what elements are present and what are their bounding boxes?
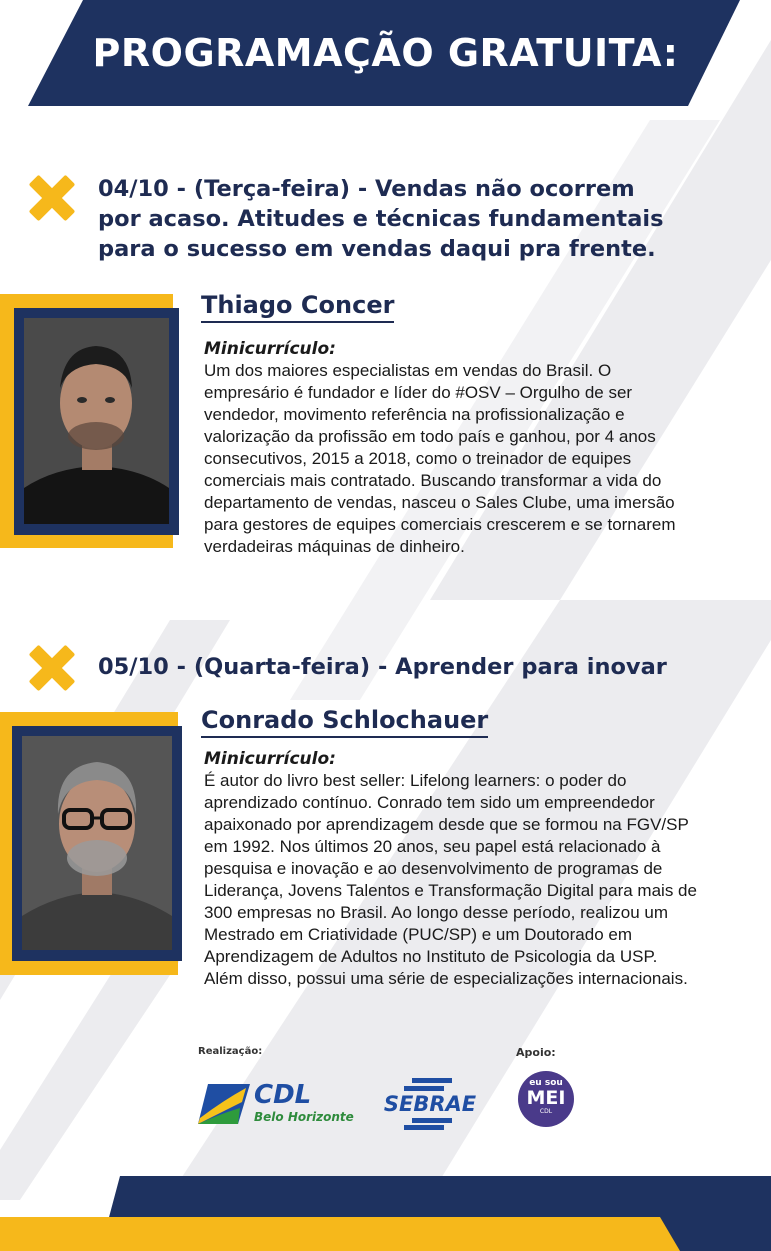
apoio-label: Apoio:	[516, 1046, 556, 1059]
page-title: PROGRAMAÇÃO GRATUITA:	[92, 31, 679, 75]
session-title: 05/10 - (Quarta-feira) - Aprender para inovar	[98, 654, 667, 680]
mei-small: CDL	[539, 1108, 553, 1115]
cdl-logo	[198, 1082, 358, 1126]
cdl-logo-mark	[198, 1082, 250, 1126]
footer-yellow-band	[0, 1217, 680, 1251]
mei-top: eu sou	[529, 1078, 563, 1088]
cdl-name: CDL	[254, 1080, 312, 1110]
mei-logo	[518, 1071, 574, 1127]
speaker-photo-thiago	[24, 318, 169, 524]
speaker-bio: Um dos maiores especialistas em vendas do Brasil. O empresário é fundador e líder do #OSV – Orgulho de ser vendedor, movimento referência na profissionalização e valorização da profissão em todo país e ganhou, por 4 anos consecutivos, 2015 a 2018, como o treinador de equipes comerciais mais contratado. Buscando transformar a vida do departamento de vendas, nasceu o Sales Clube, uma imersão para gestores de equipes comerciais crescerem e se tornarem verdadeiras máquinas de dinheiro.	[204, 361, 676, 556]
speaker-name: Thiago Concer	[201, 291, 394, 323]
minicurriculo-label: Minicurrículo:	[204, 339, 336, 359]
realizacao-label: Realização:	[198, 1046, 263, 1057]
speaker-bio: É autor do livro best seller: Lifelong learners: o poder do aprendizado contínuo. Conrado tem sido um empreendedor apaixonado por aprendizagem desde que se formou na FGV/SP em 1992. Nos últimos 20 anos, seu papel está relacionado à pesquisa e inovação e ao desenvolvimento de programas de Liderança, Jovens Talentos e Transformação Digital para mais de 300 empresas no Brasil. Ao longo desse período, realizou um Mestrado em Criatividade (PUC/SP) e um Doutorado em Aprendizagem de Adultos no Instituto de Psicologia da USP. Além disso, possui uma série de especializações internacionais.	[204, 771, 697, 988]
session-title: 04/10 - (Terça-feira) - Vendas não ocorrem por acaso. Atitudes e técnicas fundamentais para o sucesso em vendas daqui pra frente.	[98, 176, 664, 262]
speaker-photo-conrado	[22, 736, 172, 950]
cdl-city: Belo Horizonte	[254, 1110, 354, 1124]
sebrae-text: SEBRAE	[383, 1092, 477, 1116]
x-bullet-icon	[30, 646, 74, 690]
sebrae-logo	[382, 1076, 478, 1130]
mei-main: MEI	[526, 1087, 566, 1109]
x-bullet-icon	[30, 176, 74, 220]
minicurriculo-label: Minicurrículo:	[204, 749, 336, 769]
speaker-name: Conrado Schlochauer	[201, 706, 488, 738]
